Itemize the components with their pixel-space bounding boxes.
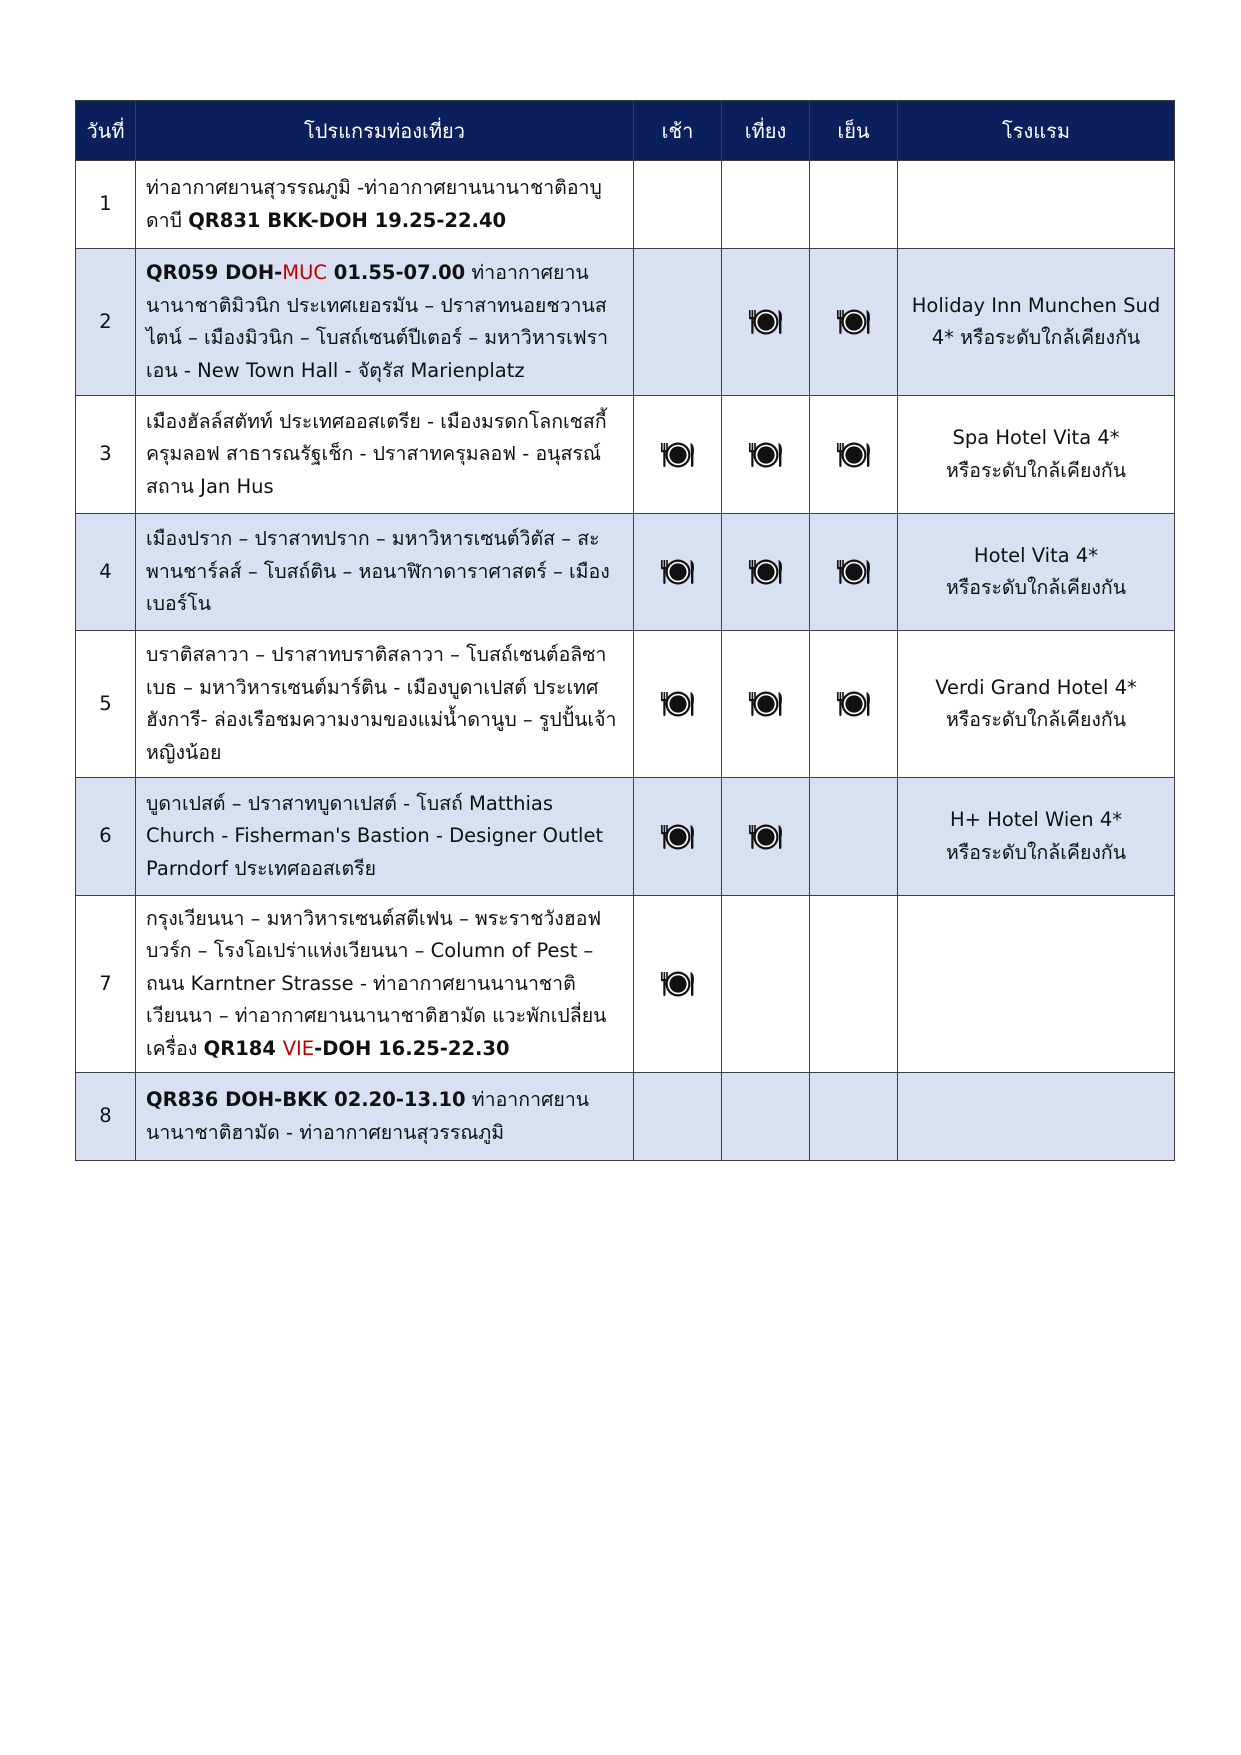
day-number: 7 bbox=[76, 896, 136, 1073]
program-text: ท่าอากาศยานสุวรรณภูมิ -ท่าอากาศยานนานาชาติอาบู bbox=[146, 176, 602, 199]
lunch-cell bbox=[722, 161, 810, 249]
breakfast-cell bbox=[634, 1073, 722, 1161]
hotel-name: Hotel Vita 4* bbox=[973, 543, 1099, 567]
hotel-name: Holiday Inn Munchen Sud bbox=[911, 293, 1161, 317]
hotel-note: หรือระดับใกล้เคียงกัน bbox=[945, 576, 1127, 599]
flight-info: QR059 DOH- bbox=[146, 261, 283, 284]
hotel-note: 4* หรือระดับใกล้เคียงกัน bbox=[931, 326, 1141, 349]
col-header-program: โปรแกรมท่องเที่ยว bbox=[136, 101, 634, 161]
plate-fork-knife-icon bbox=[834, 440, 874, 470]
plate-fork-knife-icon bbox=[834, 689, 874, 719]
dinner-cell bbox=[810, 778, 898, 896]
dinner-cell bbox=[810, 514, 898, 631]
table-row bbox=[76, 778, 1175, 896]
col-header-day: วันที่ bbox=[76, 101, 136, 161]
lunch-cell bbox=[722, 896, 810, 1073]
flight-time: -DOH 16.25-22.30 bbox=[314, 1036, 510, 1060]
breakfast-cell bbox=[634, 514, 722, 631]
flight-info: QR184 bbox=[203, 1036, 283, 1060]
hotel-name: Spa Hotel Vita 4* bbox=[952, 426, 1120, 449]
hotel-cell bbox=[898, 631, 1175, 778]
program-description bbox=[136, 896, 634, 1073]
col-header-breakfast: เช้า bbox=[634, 101, 722, 161]
program-text: ท่าอากาศยานนานาชาติมิวนิก ประเทศเยอรมัน – ปราสาทนอยชวานสไตน์ – เมืองมิวนิก – โบสถ์เซนต์ปีเตอร์ – มหาวิหารเฟราเอน - New Town Hall - จัตุรัส Marienplatz bbox=[146, 261, 609, 382]
dinner-cell bbox=[810, 1073, 898, 1161]
hotel-note: หรือระดับใกล้เคียงกัน bbox=[945, 708, 1127, 731]
hotel-name: Verdi Grand Hotel 4* bbox=[935, 675, 1137, 699]
table-row bbox=[76, 1073, 1175, 1161]
table-row bbox=[76, 896, 1175, 1073]
breakfast-cell bbox=[634, 896, 722, 1073]
itinerary-table bbox=[75, 100, 1175, 1161]
flight-airport-code: MUC bbox=[282, 261, 327, 284]
program-description: เมืองปราก – ปราสาทปราก – มหาวิหารเซนต์วิตัส – สะพานชาร์ลส์ – โบสถ์ติน – หอนาฬิกาดาราศาสตร์ – เมืองเบอร์โน bbox=[136, 514, 634, 631]
flight-info: QR831 BKK-DOH 19.25-22.40 bbox=[188, 208, 507, 232]
dinner-cell bbox=[810, 396, 898, 514]
plate-fork-knife-icon bbox=[834, 557, 874, 587]
col-header-lunch: เที่ยง bbox=[722, 101, 810, 161]
plate-fork-knife-icon bbox=[834, 307, 874, 337]
day-number: 2 bbox=[76, 249, 136, 396]
plate-fork-knife-icon bbox=[746, 689, 786, 719]
hotel-cell bbox=[898, 896, 1175, 1073]
hotel-cell bbox=[898, 1073, 1175, 1161]
program-text: กรุงเวียนนา – มหาวิหารเซนต์สตีเฟน – พระราชวังฮอฟบวร์ก – โรงโอเปร่าแห่งเวียนนา – Column of Pest – ถนน Karntner Strasse - ท่าอากาศยานนานาชาติเวียนนา – ท่าอากาศยานนานาชาติฮามัด แวะพักเปลี่ยนเครื่อง bbox=[146, 906, 607, 1060]
program-text: ดาบี bbox=[146, 208, 189, 232]
hotel-cell bbox=[898, 249, 1175, 396]
flight-time: 01.55-07.00 bbox=[326, 261, 466, 284]
breakfast-cell bbox=[634, 396, 722, 514]
flight-airport-code: VIE bbox=[282, 1036, 315, 1060]
hotel-note: หรือระดับใกล้เคียงกัน bbox=[945, 840, 1127, 864]
breakfast-cell bbox=[634, 631, 722, 778]
hotel-cell bbox=[898, 778, 1175, 896]
program-description: บูดาเปสต์ – ปราสาทบูดาเปสต์ - โบสถ์ Matthias Church - Fisherman's Bastion - Designer Outlet Parndorf ประเทศออสเตรีย bbox=[136, 778, 634, 896]
hotel-cell bbox=[898, 396, 1175, 514]
hotel-name: H+ Hotel Wien 4* bbox=[949, 808, 1123, 831]
flight-info: QR836 DOH-BKK 02.20-13.10 bbox=[146, 1088, 466, 1111]
plate-fork-knife-icon bbox=[746, 822, 786, 852]
table-row bbox=[76, 249, 1175, 396]
table-row bbox=[76, 161, 1175, 249]
dinner-cell bbox=[810, 249, 898, 396]
day-number: 3 bbox=[76, 396, 136, 514]
lunch-cell bbox=[722, 631, 810, 778]
plate-fork-knife-icon bbox=[658, 689, 698, 719]
day-number: 8 bbox=[76, 1073, 136, 1161]
plate-fork-knife-icon bbox=[746, 557, 786, 587]
table-row bbox=[76, 631, 1175, 778]
dinner-cell bbox=[810, 631, 898, 778]
day-number: 1 bbox=[76, 161, 136, 249]
program-description bbox=[136, 161, 634, 249]
hotel-cell bbox=[898, 514, 1175, 631]
program-description: บราติสลาวา – ปราสาทบราติสลาวา – โบสถ์เซนต์อลิซาเบธ – มหาวิหารเซนต์มาร์ติน - เมืองบูดาเปสต์ ประเทศฮังการี- ล่องเรือชมความงามของแม่น้ำดานูบ – รูปปั้นเจ้าหญิงน้อย bbox=[136, 631, 634, 778]
lunch-cell bbox=[722, 778, 810, 896]
breakfast-cell bbox=[634, 161, 722, 249]
lunch-cell bbox=[722, 514, 810, 631]
program-text: ท่าอากาศยานนานาชาติฮามัด - ท่าอากาศยานสุวรรณภูมิ bbox=[146, 1088, 590, 1144]
dinner-cell bbox=[810, 896, 898, 1073]
day-number: 4 bbox=[76, 514, 136, 631]
plate-fork-knife-icon bbox=[746, 440, 786, 470]
plate-fork-knife-icon bbox=[658, 557, 698, 587]
plate-fork-knife-icon bbox=[746, 307, 786, 337]
lunch-cell bbox=[722, 1073, 810, 1161]
plate-fork-knife-icon bbox=[658, 969, 698, 999]
day-number: 6 bbox=[76, 778, 136, 896]
table-row bbox=[76, 396, 1175, 514]
lunch-cell bbox=[722, 249, 810, 396]
hotel-note: หรือระดับใกล้เคียงกัน bbox=[945, 458, 1127, 482]
plate-fork-knife-icon bbox=[658, 822, 698, 852]
breakfast-cell bbox=[634, 778, 722, 896]
col-header-dinner: เย็น bbox=[810, 101, 898, 161]
table-header-row bbox=[76, 101, 1175, 161]
hotel-cell bbox=[898, 161, 1175, 249]
table-row bbox=[76, 514, 1175, 631]
lunch-cell bbox=[722, 396, 810, 514]
program-description bbox=[136, 249, 634, 396]
program-description bbox=[136, 1073, 634, 1161]
dinner-cell bbox=[810, 161, 898, 249]
breakfast-cell bbox=[634, 249, 722, 396]
program-description: เมืองฮัลล์สตัทท์ ประเทศออสเตรีย - เมืองมรดกโลกเชสกี้ ครุมลอฟ สาธารณรัฐเช็ก - ปราสาทครุมลอฟ - อนุสรณ์สถาน Jan Hus bbox=[136, 396, 634, 514]
col-header-hotel: โรงแรม bbox=[898, 101, 1175, 161]
day-number: 5 bbox=[76, 631, 136, 778]
plate-fork-knife-icon bbox=[658, 440, 698, 470]
